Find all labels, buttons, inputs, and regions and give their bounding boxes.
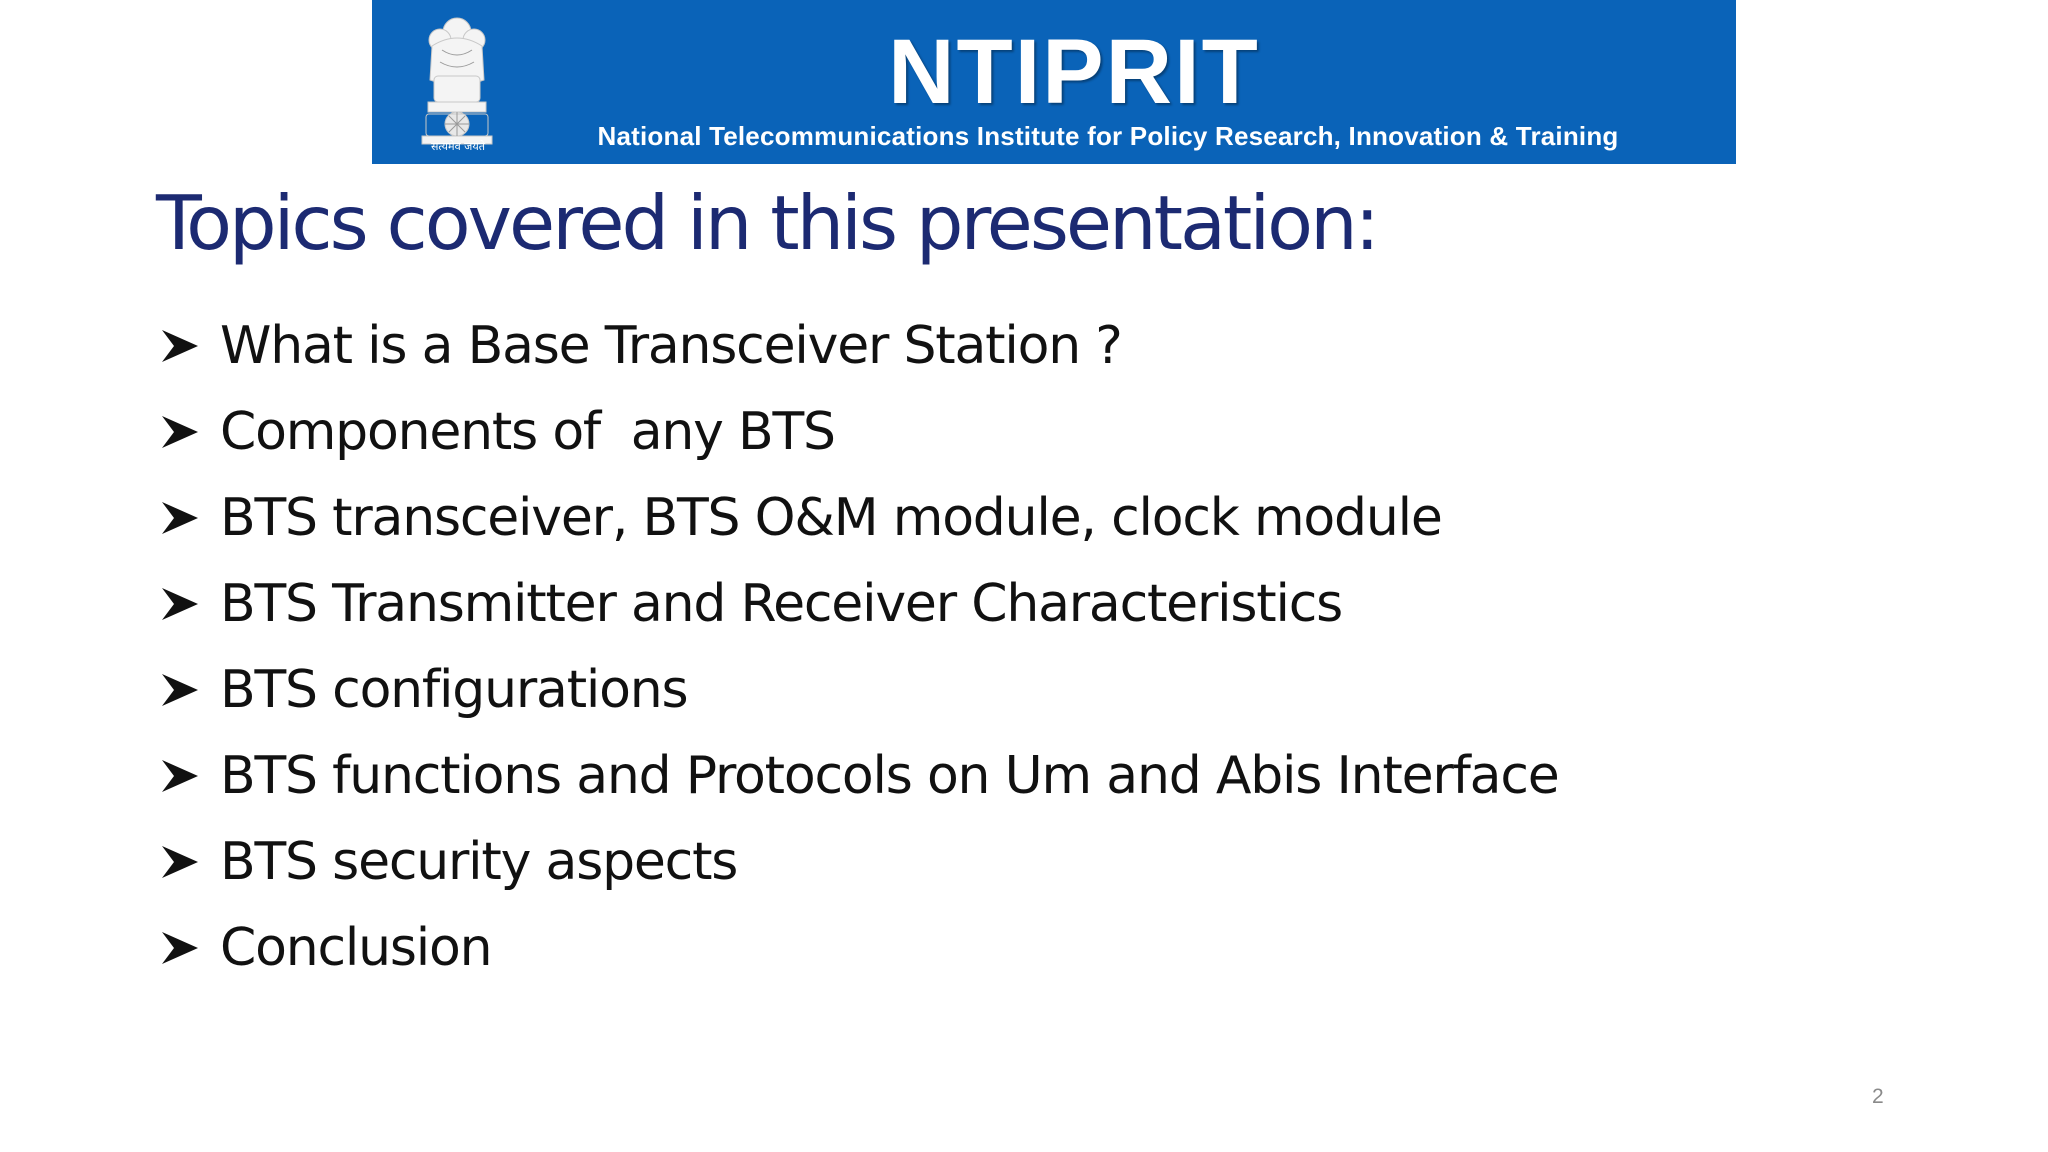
list-item <box>160 303 1559 389</box>
list-item-text: BTS functions and Protocols on Um and Abis Interface <box>220 746 1559 806</box>
list-item <box>160 819 1559 905</box>
list-item <box>160 561 1559 647</box>
list-item <box>160 475 1559 561</box>
list-item <box>160 647 1559 733</box>
arrowhead-bullet-icon <box>160 842 200 882</box>
ntiprit-banner <box>372 0 1736 164</box>
arrowhead-bullet-icon <box>160 928 200 968</box>
list-item-text: BTS Transmitter and Receiver Characteristics <box>220 574 1342 634</box>
emblem-motto: सत्यमेव जयते <box>430 140 485 153</box>
list-item-text: BTS configurations <box>220 660 688 720</box>
list-item-text: What is a Base Transceiver Station ? <box>220 316 1122 376</box>
topic-list <box>160 303 1559 991</box>
banner-title: NTIPRIT <box>888 21 1260 123</box>
list-item-text: BTS transceiver, BTS O&M module, clock module <box>220 488 1442 548</box>
slide-heading: Topics covered in this presentation: <box>156 179 1377 267</box>
page-number: 2 <box>1872 1085 1884 1108</box>
arrowhead-bullet-icon <box>160 584 200 624</box>
arrowhead-bullet-icon <box>160 412 200 452</box>
list-item-text: Conclusion <box>220 918 492 978</box>
arrowhead-bullet-icon <box>160 326 200 366</box>
list-item <box>160 733 1559 819</box>
list-item-text: Components of any BTS <box>220 402 835 462</box>
list-item <box>160 389 1559 475</box>
arrowhead-bullet-icon <box>160 756 200 796</box>
arrowhead-bullet-icon <box>160 670 200 710</box>
arrowhead-bullet-icon <box>160 498 200 538</box>
list-item <box>160 905 1559 991</box>
banner-subtitle: National Telecommunications Institute for Policy Research, Innovation & Training <box>597 121 1619 151</box>
list-item-text: BTS security aspects <box>220 832 738 892</box>
